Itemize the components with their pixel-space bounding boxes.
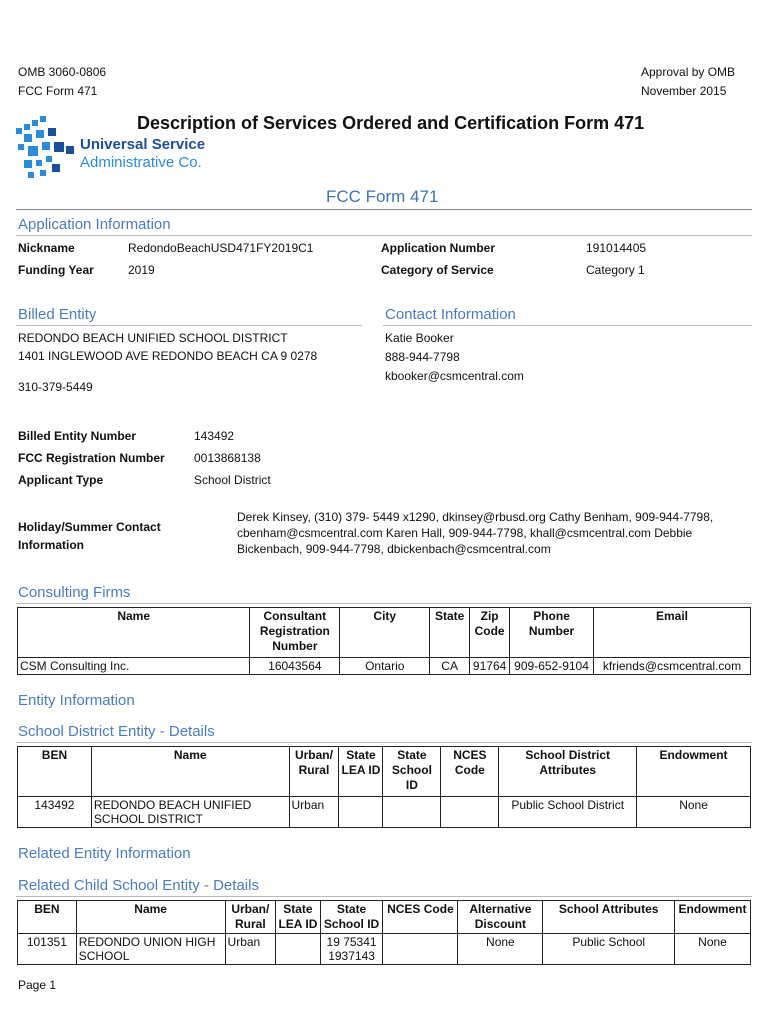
consulting-col-name: Name (18, 608, 250, 658)
consulting-col-state: State (430, 608, 470, 658)
district-endowment: None (637, 797, 751, 828)
nickname-value: RedondoBeachUSD471FY2019C1 (128, 241, 314, 255)
district-lea (339, 797, 383, 828)
child-col-school-id: State School ID (320, 901, 383, 934)
child-lea (276, 934, 321, 965)
billed-entity-address: 1401 INGLEWOOD AVE REDONDO BEACH CA 9 0278 (18, 349, 318, 363)
consulting-heading: Consulting Firms (18, 584, 131, 601)
usac-logo-icon (14, 112, 78, 184)
form-ref: FCC Form 471 (18, 84, 98, 98)
table-row (18, 934, 751, 965)
header-divider (16, 209, 752, 210)
consulting-col-zip: Zip Code (470, 608, 510, 658)
nickname-label: Nickname (18, 241, 75, 255)
district-school-id (383, 797, 441, 828)
district-attributes: Public School District (499, 797, 637, 828)
form-heading: FCC Form 471 (326, 187, 439, 206)
billed-entity-heading: Billed Entity (18, 306, 97, 323)
district-col-school-id: State School ID (383, 747, 441, 797)
child-urban: Urban (225, 934, 276, 965)
applicant-type-label: Applicant Type (18, 473, 104, 487)
child-discount: None (458, 934, 543, 965)
consultant-email: kfriends@csmcentral.com (593, 658, 750, 675)
child-attributes: Public School (543, 934, 675, 965)
contact-phone: 888-944-7798 (385, 350, 460, 364)
billed-entity-name: REDONDO BEACH UNIFIED SCHOOL DISTRICT (18, 331, 288, 345)
consulting-table (17, 607, 751, 675)
billed-entity-phone: 310-379-5449 (18, 380, 93, 394)
omb-approval-date: November 2015 (641, 84, 727, 98)
page-number: Page 1 (18, 978, 57, 992)
child-col-lea: State LEA ID (276, 901, 321, 934)
application-divider (16, 235, 752, 236)
contact-divider (383, 325, 752, 326)
omb-number: OMB 3060-0806 (18, 65, 107, 79)
consulting-col-reg: Consultant Registration Number (250, 608, 340, 658)
child-table (17, 900, 751, 965)
consultant-state: CA (430, 658, 470, 675)
holiday-contact-label: Holiday/Summer Contact Information (18, 520, 161, 552)
consultant-zip: 91764 (470, 658, 510, 675)
district-col-attributes: School District Attributes (499, 747, 637, 797)
child-col-attributes: School Attributes (543, 901, 675, 934)
child-col-nces: NCES Code (383, 901, 458, 934)
application-heading: Application Information (18, 216, 171, 233)
logo-line2: Administrative Co. (80, 154, 202, 171)
district-col-name: Name (91, 747, 289, 797)
applicant-type-value: School District (194, 473, 271, 487)
child-col-endowment: Endowment (675, 901, 751, 934)
table-row (18, 658, 751, 675)
child-name: REDONDO UNION HIGH SCHOOL (76, 934, 225, 965)
district-col-ben: BEN (18, 747, 92, 797)
funding-year-value: 2019 (128, 263, 155, 277)
funding-year-label: Funding Year (18, 263, 94, 277)
district-nces (441, 797, 499, 828)
holiday-contact-value: Derek Kinsey, (310) 379- 5449 x1290, dkinsey@rbusd.org Cathy Benham, 909-944-7798, cbenham@csmcentral.com Karen Hall, 909-944-7798, khall@csmcentral.com Debbie Bickenbach, 909-944-7798, dbickenbach@csmcentral.com (237, 510, 714, 556)
fcc-reg-label: FCC Registration Number (18, 451, 165, 465)
district-heading: School District Entity - Details (18, 723, 215, 740)
contact-email: kbooker@csmcentral.com (385, 369, 524, 383)
consultant-reg: 16043564 (250, 658, 340, 675)
related-heading: Related Entity Information (18, 845, 191, 862)
ben-value: 143492 (194, 429, 235, 443)
contact-heading: Contact Information (385, 306, 516, 323)
child-endowment: None (675, 934, 751, 965)
child-school-id: 19 75341 1937143 (320, 934, 383, 965)
app-number-label: Application Number (381, 241, 496, 255)
usac-logo (14, 112, 206, 187)
child-ben: 101351 (18, 934, 77, 965)
omb-approval: Approval by OMB (641, 65, 736, 79)
district-table (17, 746, 751, 828)
child-col-name: Name (76, 901, 225, 934)
page-title: Description of Services Ordered and Certification Form 471 (137, 113, 645, 133)
consulting-col-phone: Phone Number (510, 608, 594, 658)
ben-label: Billed Entity Number (18, 429, 137, 443)
consulting-header-row (18, 608, 751, 658)
child-heading: Related Child School Entity - Details (18, 877, 259, 894)
fcc-reg-value: 0013868138 (194, 451, 261, 465)
district-col-lea: State LEA ID (339, 747, 383, 797)
consultant-city: Ontario (340, 658, 430, 675)
district-divider (16, 742, 752, 743)
child-header-row (18, 901, 751, 934)
consultant-phone: 909-652-9104 (510, 658, 594, 675)
district-header-row (18, 747, 751, 797)
contact-name: Katie Booker (385, 331, 454, 345)
district-col-nces: NCES Code (441, 747, 499, 797)
child-col-urban: Urban/ Rural (225, 901, 276, 934)
district-col-urban: Urban/ Rural (289, 747, 339, 797)
child-col-discount: Alternative Discount (458, 901, 543, 934)
entity-heading: Entity Information (18, 692, 135, 709)
category-value: Category 1 (586, 263, 645, 277)
district-urban: Urban (289, 797, 339, 828)
district-col-endowment: Endowment (637, 747, 751, 797)
consulting-col-email: Email (593, 608, 750, 658)
district-name: REDONDO BEACH UNIFIED SCHOOL DISTRICT (91, 797, 289, 828)
child-nces (383, 934, 458, 965)
billed-entity-divider (16, 325, 362, 326)
consulting-divider (16, 603, 752, 604)
logo-line1: Universal Service (80, 136, 206, 153)
app-number-value: 191014405 (586, 241, 647, 255)
child-col-ben: BEN (18, 901, 77, 934)
consultant-name: CSM Consulting Inc. (18, 658, 250, 675)
consulting-col-city: City (340, 608, 430, 658)
category-label: Category of Service (381, 263, 494, 277)
child-divider (16, 896, 752, 897)
district-ben: 143492 (18, 797, 92, 828)
table-row (18, 797, 751, 828)
